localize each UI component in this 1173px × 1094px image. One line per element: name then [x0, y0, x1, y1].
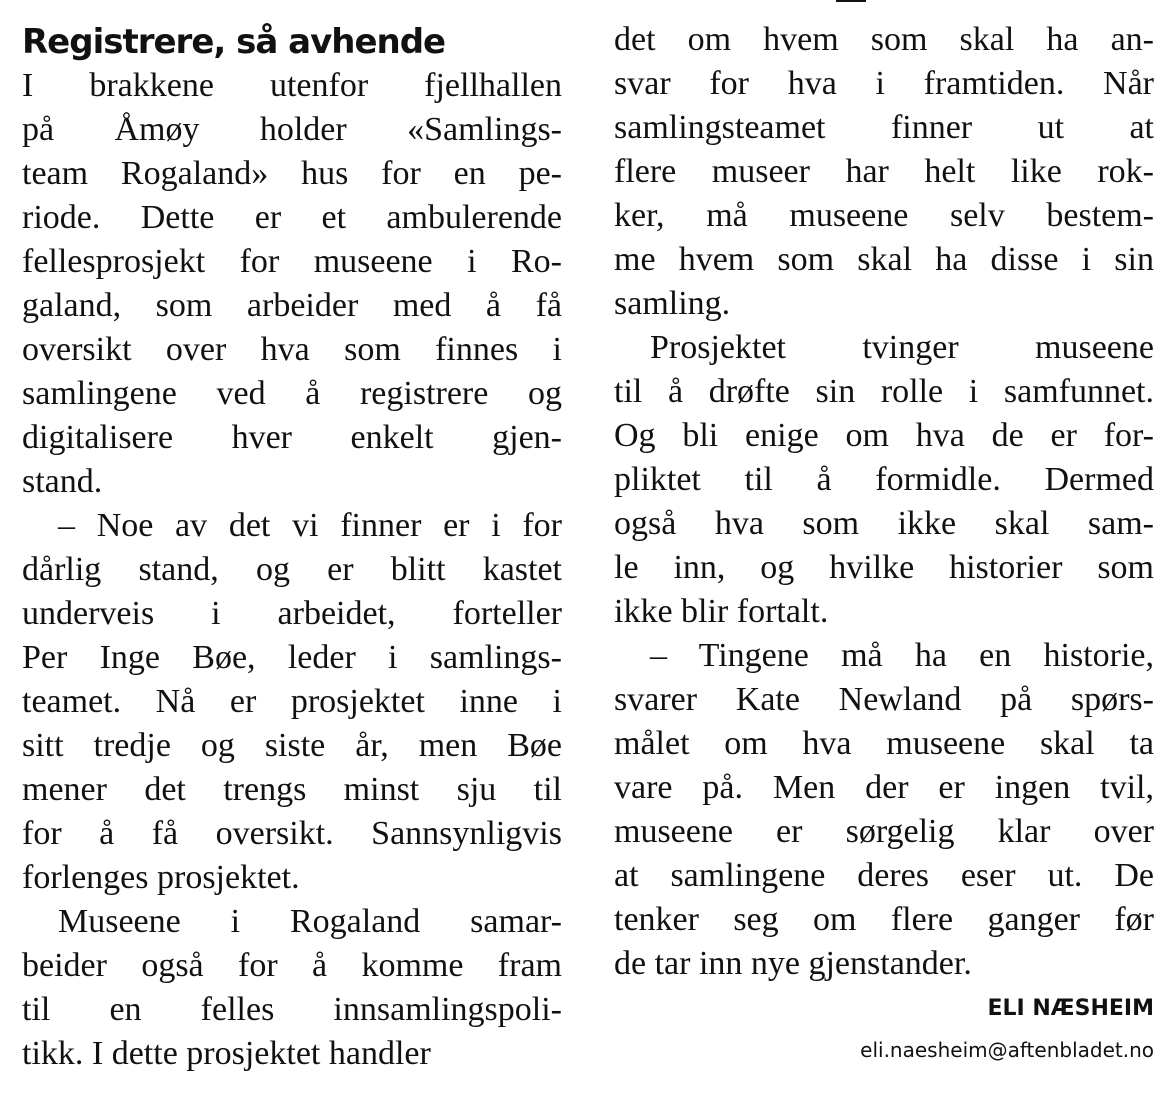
headline: Registrere, så avhende [22, 22, 446, 62]
text-line: samling. [614, 285, 731, 322]
text-line: ker, må museene selv bestem- [614, 197, 1154, 234]
text-line: flere museer har helt like rok- [614, 153, 1154, 190]
text-line: team Rogaland» hus for en pe- [22, 155, 562, 192]
text-line: de tar inn nye gjenstander. [614, 945, 972, 982]
text-line: oversikt over hva som finnes i [22, 331, 562, 368]
text-line: riode. Dette er et ambulerende [22, 199, 562, 236]
text-line: stand. [22, 463, 103, 500]
text-line: beider også for å komme fram [22, 947, 562, 984]
text-line: Per Inge Bøe, leder i samlings- [22, 639, 562, 676]
text-line: Prosjektet tvinger museene [650, 329, 1154, 366]
text-line: digitalisere hver enkelt gjen- [22, 419, 562, 456]
text-line: le inn, og hvilke historier som [614, 549, 1154, 586]
text-line: dårlig stand, og er blitt kastet [22, 551, 562, 588]
text-line: på Åmøy holder «Samlings- [22, 111, 562, 148]
byline: ELI NÆSHEIM [987, 996, 1154, 1021]
right-column-text [614, 18, 1154, 986]
text-line: også hva som ikke skal sam- [614, 505, 1154, 542]
text-line: samlingene ved å registrere og [22, 375, 562, 412]
text-line: til å drøfte sin rolle i samfunnet. [614, 373, 1154, 410]
text-line: målet om hva museene skal ta [614, 725, 1154, 762]
left-column [22, 0, 562, 1076]
text-line: Museene i Rogaland samar- [58, 903, 562, 940]
text-line: – Tingene må ha en historie, [650, 637, 1154, 674]
text-line: pliktet til å formidle. Dermed [614, 461, 1154, 498]
text-line: mener det trengs minst sju til [22, 771, 562, 808]
left-column-text [22, 64, 562, 1076]
text-line: for å få oversikt. Sannsynligvis [22, 815, 562, 852]
text-line: teamet. Nå er prosjektet inne i [22, 683, 562, 720]
text-line: tikk. I dette prosjektet handler [22, 1035, 431, 1072]
text-line: – Noe av det vi finner er i for [58, 507, 562, 544]
text-line: me hvem som skal ha disse i sin [614, 241, 1154, 278]
text-line: museene er sørgelig klar over [614, 813, 1154, 850]
text-line: til en felles innsamlingspoli- [22, 991, 562, 1028]
text-line: vare på. Men der er ingen tvil, [614, 769, 1154, 806]
right-column [614, 0, 1154, 1062]
text-line: at samlingene deres eser ut. De [614, 857, 1154, 894]
author-email[interactable]: eli.naesheim@aftenbladet.no [860, 1038, 1154, 1062]
text-line: svar for hva i framtiden. Når [614, 65, 1154, 102]
text-line: underveis i arbeidet, forteller [22, 595, 562, 632]
text-line: svarer Kate Newland på spørs- [614, 681, 1154, 718]
text-line: I brakkene utenfor fjellhallen [22, 67, 562, 104]
text-line: det om hvem som skal ha an- [614, 21, 1154, 58]
text-line: ikke blir fortalt. [614, 593, 829, 630]
text-line: Og bli enige om hva de er for- [614, 417, 1154, 454]
text-line: fellesprosjekt for museene i Ro- [22, 243, 562, 280]
text-line: galand, som arbeider med å få [22, 287, 562, 324]
text-line: forlenges prosjektet. [22, 859, 300, 896]
text-line: sitt tredje og siste år, men Bøe [22, 727, 562, 764]
text-line: samlingsteamet finner ut at [614, 109, 1154, 146]
text-line: tenker seg om flere ganger før [614, 901, 1154, 938]
